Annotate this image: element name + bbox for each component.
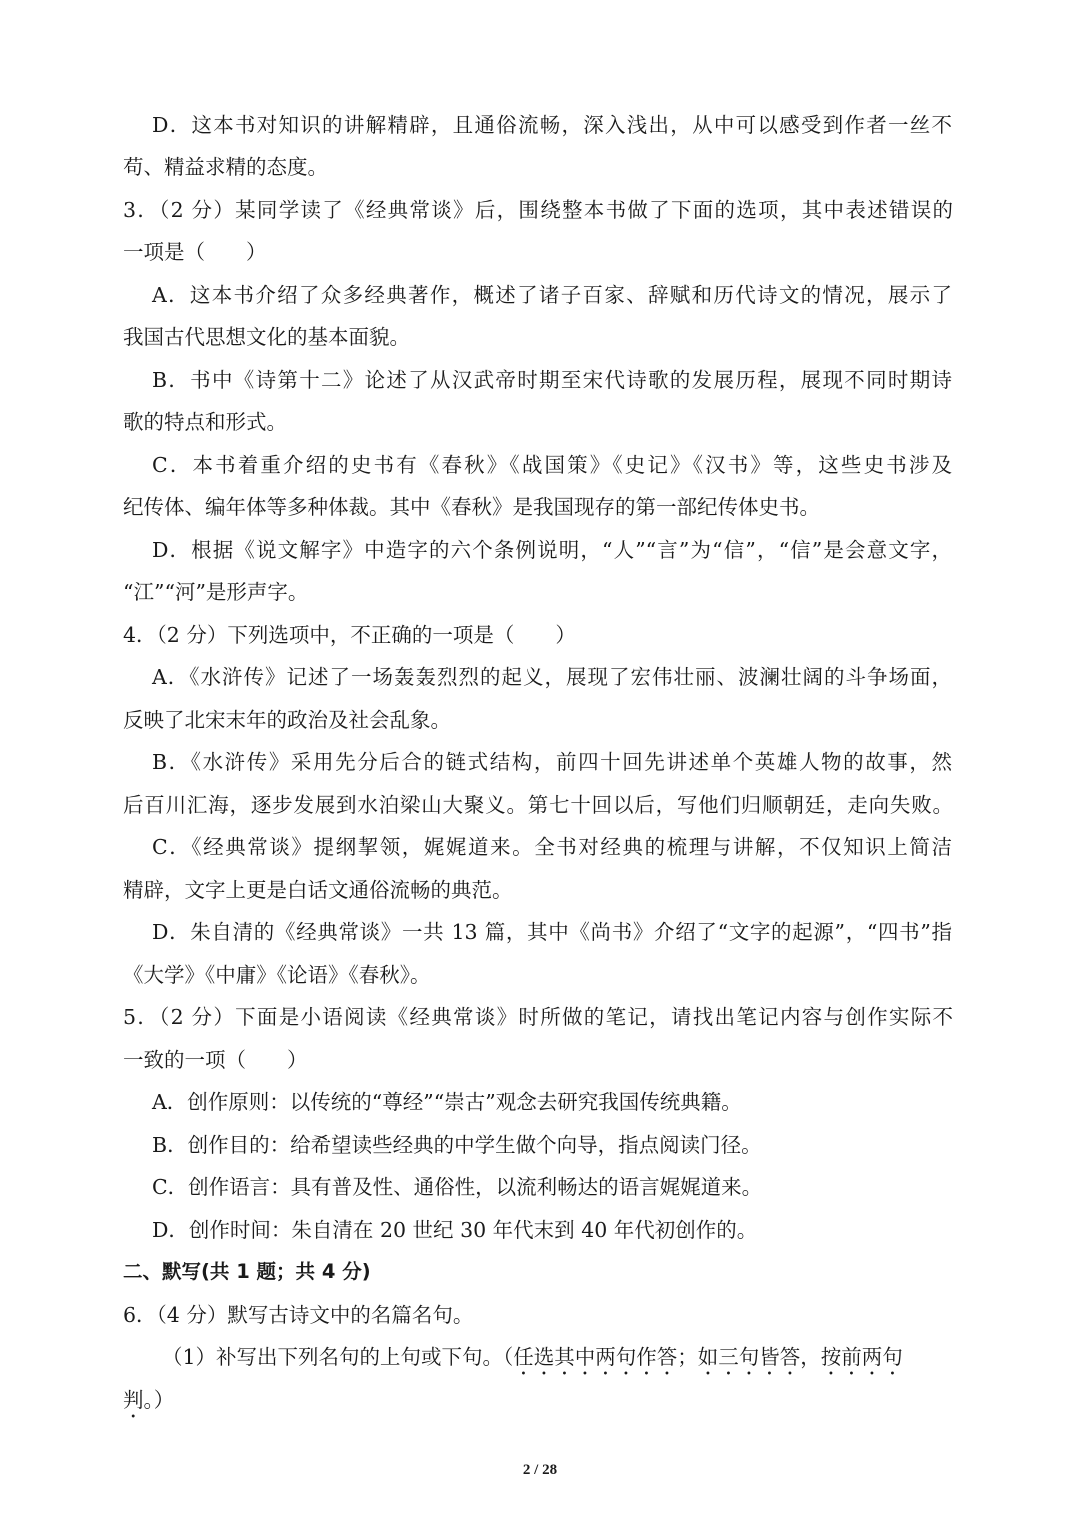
q4-option-d-line2: 《大学》《中庸》《论语》《春秋》。 <box>123 963 431 987</box>
q5-option-c: C．创作语言：具有普及性、通俗性，以流利畅达的语言娓娓道来。 <box>152 1175 763 1199</box>
q4-option-c-line2: 精辟，文字上更是白话文通俗流畅的典范。 <box>123 878 513 902</box>
q6-sub1-line1 <box>162 1343 1080 1380</box>
q5-stem-line2: 一致的一项（ ） <box>123 1048 308 1072</box>
q6-sub1-emphasis-2: 判 <box>123 1388 144 1412</box>
q5-option-b: B．创作目的：给希望读些经典的中学生做个向导，指点阅读门径。 <box>152 1133 762 1157</box>
q2-option-d-line1: D．这本书对知识的讲解精辟，且通俗流畅，深入浅出，从中可以感受到作者一丝不 <box>152 113 952 137</box>
q3-option-a-line1: A．这本书介绍了众多经典著作，概述了诸子百家、辞赋和历代诗文的情况，展示了 <box>152 283 952 307</box>
q6-sub1-lead: （1）补写出下列名句的上句或下句。（ <box>162 1345 514 1369</box>
q3-option-a-line2: 我国古代思想文化的基本面貌。 <box>123 325 410 349</box>
q4-option-d-line1: D．朱自清的《经典常谈》一共 13 篇，其中《尚书》介绍了“文字的起源”，“四书”指 <box>152 920 952 944</box>
q4-stem: 4．（2 分）下列选项中，不正确的一项是（ ） <box>123 623 576 647</box>
q6-sub1-line2 <box>123 1386 1080 1423</box>
q3-option-c-line2: 纪传体、编年体等多种体裁。其中《春秋》是我国现存的第一部纪传体史书。 <box>123 495 820 519</box>
q6-sub1-tail: 。） <box>143 1388 175 1412</box>
q4-option-b-line1: B．《水浒传》采用先分后合的链式结构，前四十回先讲述单个英雄人物的故事，然 <box>152 750 952 774</box>
section-2-heading: 二、默写(共 1 题；共 4 分) <box>123 1260 371 1283</box>
q4-option-c-line1: C．《经典常谈》提纲挈领，娓娓道来。全书对经典的梳理与讲解，不仅知识上简洁 <box>152 835 952 859</box>
q5-stem-line1: 5．（2 分）下面是小语阅读《经典常谈》时所做的笔记，请找出笔记内容与创作实际不 <box>123 1005 953 1029</box>
q2-option-d-line2: 苟、精益求精的态度。 <box>123 155 328 179</box>
q5-option-d: D．创作时间：朱自清在 20 世纪 30 年代末到 40 年代初创作的。 <box>152 1218 758 1242</box>
q6-stem: 6．（4 分）默写古诗文中的名篇名句。 <box>123 1303 474 1327</box>
q4-option-b-line2: 后百川汇海，逐步发展到水泊梁山大聚义。第七十回以后，写他们归顺朝廷，走向失败。 <box>123 793 953 817</box>
q5-option-a: A．创作原则：以传统的“尊经”“崇古”观念去研究我国传统典籍。 <box>152 1090 742 1114</box>
page-number: 2 / 28 <box>522 1462 558 1478</box>
q6-sub1-emphasis: 任选其中两句作答；如三句皆答，按前两句 <box>513 1345 903 1369</box>
q4-option-a-line2: 反映了北宋末年的政治及社会乱象。 <box>123 708 451 732</box>
q3-stem-line1: 3．（2 分）某同学读了《经典常谈》后，围绕整本书做了下面的选项，其中表述错误的 <box>123 198 953 222</box>
q3-option-d-line2: “江”“河”是形声字。 <box>123 580 309 604</box>
q3-option-d-line1: D．根据《说文解字》中造字的六个条例说明，“人”“言”为“信”，“信”是会意文字， <box>152 538 952 562</box>
q3-option-b-line2: 歌的特点和形式。 <box>123 410 287 434</box>
q3-option-c-line1: C．本书着重介绍的史书有《春秋》《战国策》《史记》《汉书》等，这些史书涉及 <box>152 453 952 477</box>
q3-option-b-line1: B．书中《诗第十二》论述了从汉武帝时期至宋代诗歌的发展历程，展现不同时期诗 <box>152 368 952 392</box>
q4-option-a-line1: A．《水浒传》记述了一场轰轰烈烈的起义，展现了宏伟壮丽、波澜壮阔的斗争场面， <box>152 665 952 689</box>
q3-stem-line2: 一项是（ ） <box>123 240 267 264</box>
